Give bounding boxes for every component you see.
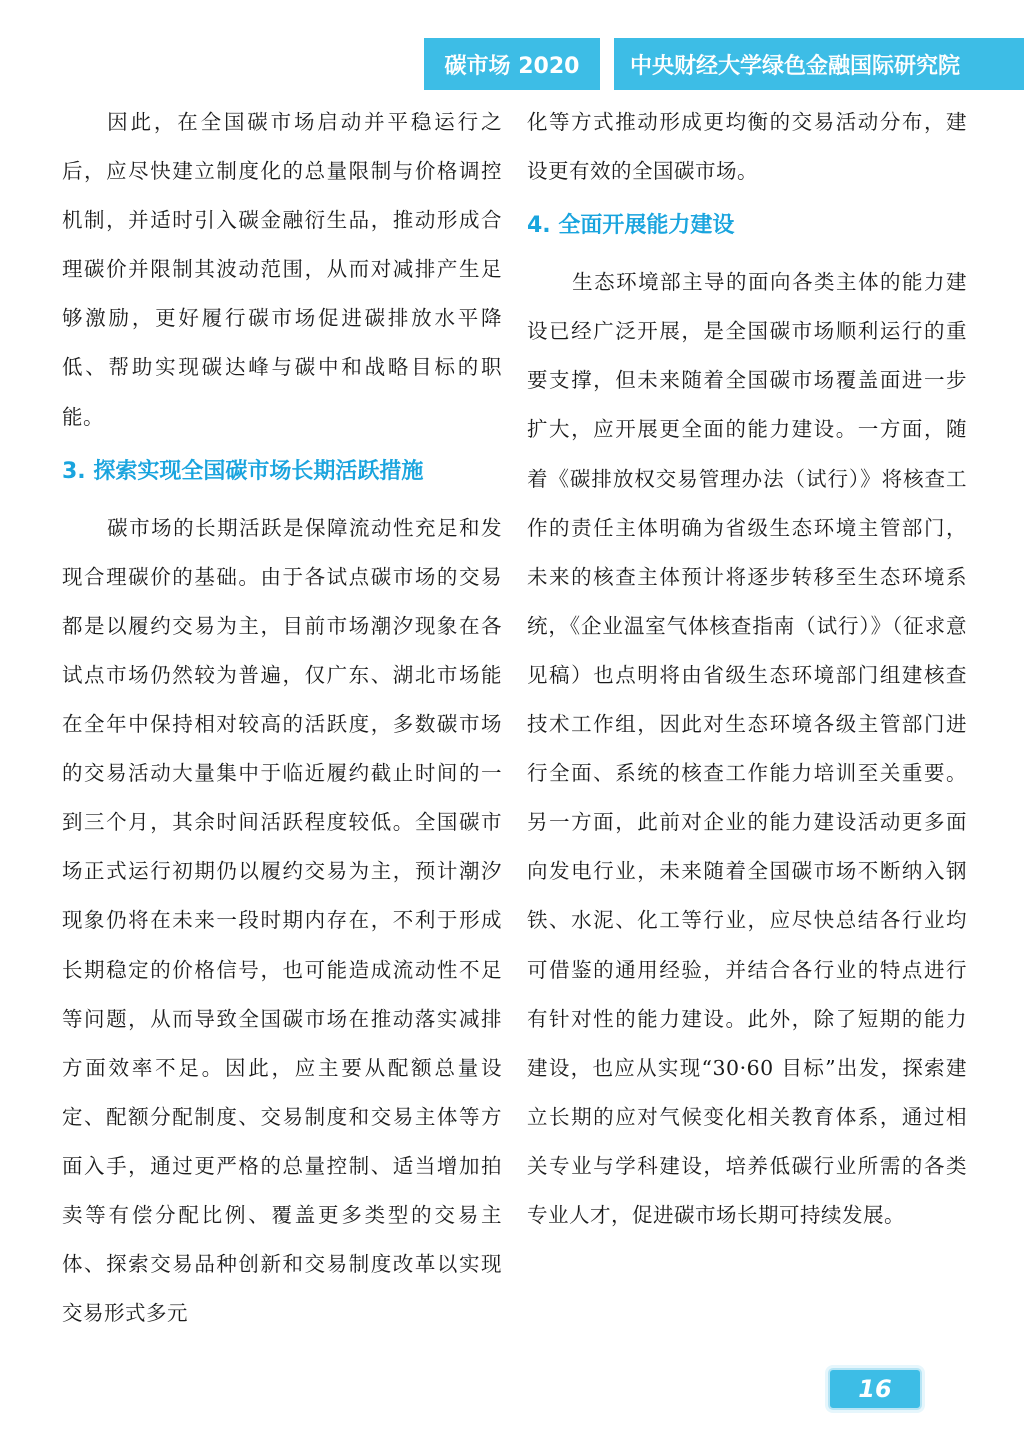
left-column <box>62 98 502 1338</box>
page-header <box>424 38 1024 90</box>
right-column <box>527 98 967 1240</box>
page-number: 16 <box>828 1368 922 1410</box>
paragraph-right-2: 生态环境部主导的面向各类主体的能力建设已经广泛开展，是全国碳市场顺利运行的重要支撑，但未来随着全国碳市场覆盖面进一步扩大，应开展更全面的能力建设。一方面，随着《碳排放权交易管理办法（试行）》将核查工作的责任主体明确为省级生态环境主管部门，未来的核查主体预计将逐步转移至生态环境系统，《企业温室气体核查指南（试行）》（征求意见稿）也点明将由省级生态环境部门组建核查技术工作组，因此对生态环境各级主管部门进行全面、系统的核查工作能力培训至关重要。另一方面，此前对企业的能力建设活动更多面向发电行业，未来随着全国碳市场不断纳入钢铁、水泥、化工等行业，应尽快总结各行业均可借鉴的通用经验，并结合各行业的特点进行有针对性的能力建设。此外，除了短期的能力建设，也应从实现“30·60 目标”出发，探索建立长期的应对气候变化相关教育体系，通过相关专业与学科建设，培养低碳行业所需的各类专业人才，促进碳市场长期可持续发展。 <box>527 270 967 1227</box>
paragraph-right-1: 化等方式推动形成更均衡的交易活动分布，建设更有效的全国碳市场。 <box>527 110 967 184</box>
section-3-heading: 3. 探索实现全国碳市场长期活跃措施 <box>62 458 424 484</box>
header-gap <box>600 38 614 90</box>
header-report-title: 碳市场 2020 <box>424 38 600 90</box>
section-4-heading: 4. 全面开展能力建设 <box>527 213 735 239</box>
paragraph-left-2: 碳市场的长期活跃是保障流动性充足和发现合理碳价的基础。由于各试点碳市场的交易都是以履约交易为主，目前市场潮汐现象在各试点市场仍然较为普遍，仅广东、湖北市场能在全年中保持相对较高的活跃度，多数碳市场的交易活动大量集中于临近履约截止时间的一到三个月，其余时间活跃程度较低。全国碳市场正式运行初期仍以履约交易为主，预计潮汐现象仍将在未来一段时期内存在，不利于形成长期稳定的价格信号，也可能造成流动性不足等问题，从而导致全国碳市场在推动落实减排方面效率不足。因此，应主要从配额总量设定、配额分配制度、交易制度和交易主体等方面入手，通过更严格的总量控制、适当增加拍卖等有偿分配比例、覆盖更多类型的交易主体、探索交易品种创新和交易制度改革以实现交易形式多元 <box>62 515 502 1326</box>
header-institution: 中央财经大学绿色金融国际研究院 <box>614 38 1024 90</box>
paragraph-left-1: 因此，在全国碳市场启动并平稳运行之后，应尽快建立制度化的总量限制与价格调控机制，并适时引入碳金融衍生品，推动形成合理碳价并限制其波动范围，从而对减排产生足够激励，更好履行碳市场促进碳排放水平降低、帮助实现碳达峰与碳中和战略目标的职能。 <box>62 110 502 429</box>
